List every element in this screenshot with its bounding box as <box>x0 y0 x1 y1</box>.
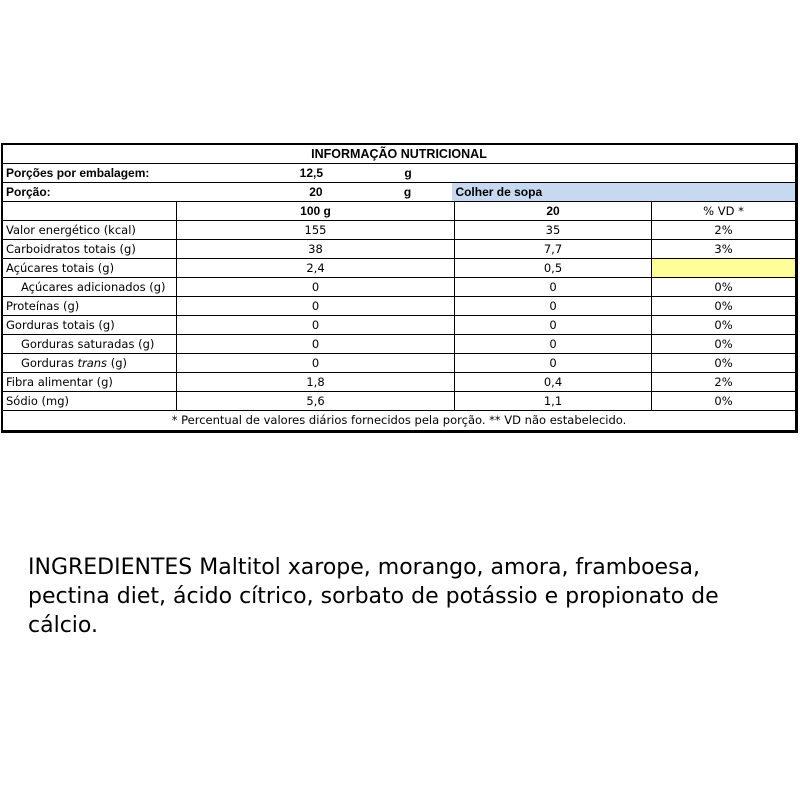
value-serving: 0 <box>455 278 652 296</box>
value-serving: 0,5 <box>455 259 652 277</box>
serving-value: 20 <box>309 185 323 199</box>
nutrient-name: Carboidratos totais (g) <box>3 240 177 258</box>
nutrient-name-italic: trans <box>77 356 108 370</box>
ingredients-text: INGREDIENTES Maltitol xarope, morango, amora, framboesa, pectina diet, ácido cítrico, sorbato de potássio e propionato de cálcio. <box>28 555 719 638</box>
value-serving: 0 <box>455 297 652 315</box>
nutrient-name: Açúcares totais (g) <box>3 259 177 277</box>
value-vd: 0% <box>714 356 733 370</box>
col-header-100g: 100 g <box>177 202 455 220</box>
value-vd: 0% <box>714 337 733 351</box>
nutrient-name: Sódio (mg) <box>3 392 177 410</box>
value-vd: 3% <box>714 242 733 256</box>
table-row <box>3 335 795 354</box>
value-vd: 2% <box>714 223 733 237</box>
col-header-vd: % VD * <box>703 204 744 218</box>
household-measure: Colher de sopa <box>452 183 795 201</box>
value-vd: 0% <box>714 280 733 294</box>
col-header-nutrient <box>3 202 177 220</box>
nutrient-name: Açúcares adicionados (g) <box>3 278 177 296</box>
value-serving: 0 <box>455 335 652 353</box>
nutrient-name: Proteínas (g) <box>3 297 177 315</box>
value-vd: 0% <box>714 394 733 408</box>
value-100g: 2,4 <box>177 259 455 277</box>
footnote-row <box>3 411 795 430</box>
footnote: * Percentual de valores diários fornecidos pela porção. ** VD não estabelecido. <box>171 413 627 427</box>
nutrient-name-suffix: (g) <box>107 356 127 370</box>
table-row <box>3 373 795 392</box>
value-100g: 5,6 <box>177 392 455 410</box>
value-vd: 0% <box>714 299 733 313</box>
table-row <box>3 259 795 278</box>
table-row <box>3 316 795 335</box>
value-100g: 0 <box>177 354 455 372</box>
nutrient-name-prefix: Gorduras <box>21 356 78 370</box>
column-header-row <box>3 202 795 221</box>
serving-unit: g <box>403 185 412 199</box>
value-100g: 0 <box>177 335 455 353</box>
nutrient-name: Gorduras saturadas (g) <box>3 335 177 353</box>
value-100g: 155 <box>177 221 455 239</box>
value-100g: 0 <box>177 316 455 334</box>
value-vd <box>652 259 795 277</box>
value-serving: 0,4 <box>455 373 652 391</box>
value-serving: 1,1 <box>455 392 652 410</box>
value-100g: 0 <box>177 297 455 315</box>
portions-row <box>3 164 795 183</box>
serving-row <box>3 183 795 202</box>
portions-unit: g <box>404 166 412 180</box>
value-serving: 0 <box>455 354 652 372</box>
value-100g: 38 <box>177 240 455 258</box>
portions-value: 12,5 <box>299 166 323 180</box>
table-title: INFORMAÇÃO NUTRICIONAL <box>311 147 487 161</box>
nutrient-name: Gorduras totais (g) <box>3 316 177 334</box>
table-title-row <box>3 145 795 164</box>
value-100g: 0 <box>177 278 455 296</box>
nutrition-facts-table <box>1 143 798 433</box>
table-row <box>3 278 795 297</box>
serving-label: Porção: <box>6 185 51 199</box>
value-vd: 2% <box>714 375 733 389</box>
nutrient-name: Valor energético (kcal) <box>3 221 177 239</box>
value-serving: 35 <box>455 221 652 239</box>
table-row <box>3 240 795 259</box>
table-row <box>3 392 795 411</box>
col-header-serving: 20 <box>455 202 652 220</box>
value-100g: 1,8 <box>177 373 455 391</box>
table-row <box>3 221 795 240</box>
value-vd: 0% <box>714 318 733 332</box>
portions-label: Porções por embalagem: <box>6 166 150 180</box>
table-row <box>3 297 795 316</box>
value-serving: 0 <box>455 316 652 334</box>
value-serving: 7,7 <box>455 240 652 258</box>
table-row <box>3 354 795 373</box>
nutrient-name: Fibra alimentar (g) <box>3 373 177 391</box>
nutrient-name <box>3 354 177 372</box>
